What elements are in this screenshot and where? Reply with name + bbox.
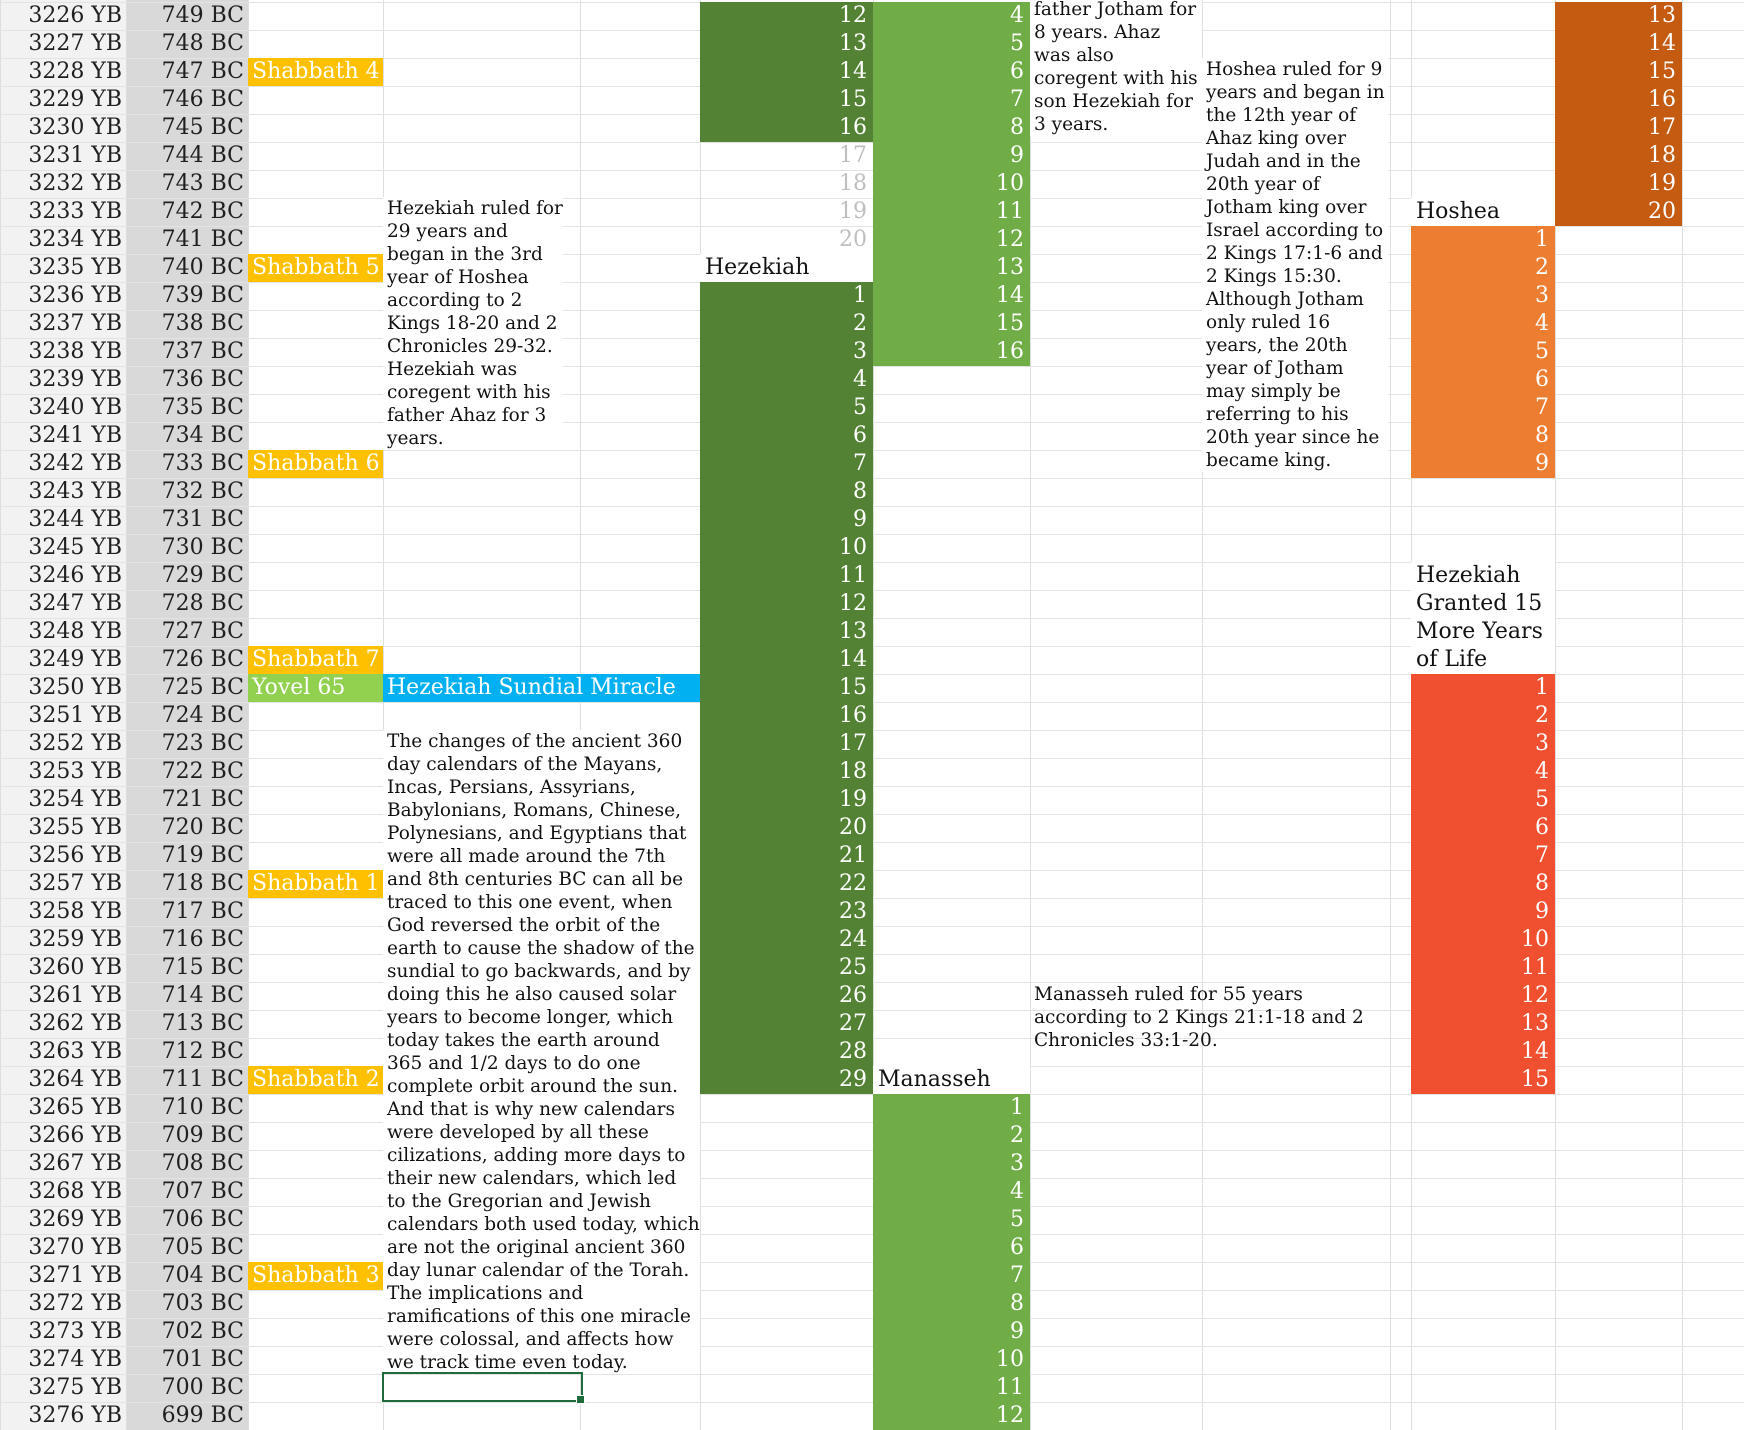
reign-year-count-hezekiah[interactable]: 13	[700, 618, 873, 646]
row-gridline	[0, 1122, 1744, 1123]
reign-year-count-hoshea[interactable]: 2	[1411, 254, 1555, 282]
year-yb-cell[interactable]: 3258 YB	[28, 899, 122, 924]
reign-year-count-ahaz_faded[interactable]: 18	[839, 171, 867, 196]
year-yb-cell[interactable]: 3261 YB	[28, 983, 122, 1008]
granted-heading: Hezekiah Granted 15 More Years of Life	[1411, 562, 1555, 674]
row-gridline	[0, 1290, 1744, 1291]
year-yb-cell[interactable]: 3257 YB	[28, 871, 122, 896]
reign-year-count-hezekiah[interactable]: 22	[700, 870, 873, 898]
row-gridline	[0, 1318, 1744, 1319]
year-bc-cell[interactable]: 749 BC	[161, 3, 244, 28]
year-bc-cell[interactable]: 701 BC	[161, 1347, 244, 1372]
year-bc-cell[interactable]: 719 BC	[161, 843, 244, 868]
year-bc-cell[interactable]: 745 BC	[161, 115, 244, 140]
year-yb-cell[interactable]: 3226 YB	[28, 3, 122, 28]
reign-year-count-ahaz_top[interactable]: 15	[700, 86, 873, 114]
col-gridline	[1682, 0, 1683, 1430]
reign-year-count-hezekiah[interactable]: 3	[700, 338, 873, 366]
cycle-marker-cell[interactable]: Yovel 65	[248, 674, 383, 702]
ahaz-note: father Jotham for 8 years. Ahaz was also coregent with his son Hezekiah for 3 years.	[1030, 0, 1202, 136]
year-yb-cell[interactable]: 3245 YB	[28, 535, 122, 560]
year-yb-cell[interactable]: 3268 YB	[28, 1179, 122, 1204]
reign-year-count-hezekiah[interactable]: 7	[700, 450, 873, 478]
reign-year-count-manasseh[interactable]: 9	[873, 1318, 1030, 1346]
year-bc-cell[interactable]: 746 BC	[161, 87, 244, 112]
year-yb-cell[interactable]: 3266 YB	[28, 1123, 122, 1148]
row-gridline	[0, 1206, 1744, 1207]
col-gridline	[1030, 0, 1031, 1430]
reign-year-count-manasseh[interactable]: 11	[873, 1374, 1030, 1402]
cycle-marker-cell[interactable]: Shabbath 1	[248, 870, 383, 898]
reign-year-count-hezekiah[interactable]: 1	[700, 282, 873, 310]
reign-year-count-hezekiah[interactable]: 24	[700, 926, 873, 954]
reign-year-count-hezekiah[interactable]: 28	[700, 1038, 873, 1066]
reign-year-count-manasseh[interactable]: 8	[873, 1290, 1030, 1318]
year-bc-cell[interactable]: 739 BC	[161, 283, 244, 308]
year-bc-cell[interactable]: 747 BC	[161, 59, 244, 84]
year-bc-cell[interactable]: 714 BC	[161, 983, 244, 1008]
year-bc-cell[interactable]: 738 BC	[161, 311, 244, 336]
year-yb-cell[interactable]: 3262 YB	[28, 1011, 122, 1036]
year-yb-cell[interactable]: 3249 YB	[28, 647, 122, 672]
year-bc-cell[interactable]: 705 BC	[161, 1235, 244, 1260]
reign-year-count-hezekiah[interactable]: 17	[700, 730, 873, 758]
reign-year-count-israel_top[interactable]: 16	[1555, 86, 1682, 114]
year-yb-cell[interactable]: 3238 YB	[28, 339, 122, 364]
row-gridline	[0, 1402, 1744, 1403]
reign-year-count-israel_top[interactable]: 18	[1555, 142, 1682, 170]
year-yb-cell[interactable]: 3243 YB	[28, 479, 122, 504]
reign-year-count-hezekiah[interactable]: 6	[700, 422, 873, 450]
year-yb-cell[interactable]: 3256 YB	[28, 843, 122, 868]
year-yb-cell[interactable]: 3244 YB	[28, 507, 122, 532]
reign-year-count-granted[interactable]: 12	[1411, 982, 1555, 1010]
row-gridline	[0, 1094, 1744, 1095]
reign-year-count-ahaz_top[interactable]: 13	[700, 30, 873, 58]
year-bc-cell[interactable]: 727 BC	[161, 619, 244, 644]
year-yb-cell[interactable]: 3251 YB	[28, 703, 122, 728]
year-yb-cell[interactable]: 3232 YB	[28, 171, 122, 196]
year-yb-cell[interactable]: 3272 YB	[28, 1291, 122, 1316]
reign-year-count-ahaz_faded[interactable]: 20	[839, 227, 867, 252]
year-yb-cell[interactable]: 3230 YB	[28, 115, 122, 140]
year-yb-cell[interactable]: 3271 YB	[28, 1263, 122, 1288]
reign-year-count-jotham[interactable]: 15	[873, 310, 1030, 338]
reign-year-count-hezekiah[interactable]: 16	[700, 702, 873, 730]
hoshea-note: Hoshea ruled for 9 years and began in the 12th year of Ahaz king over Judah and in the 20th year of Jotham king over Israel according to 2 Kings 17:1-6 and 2 Kings 15:30. Although Jotham only ruled 16 years, the 20th year of Jotham may simply be referring to his 20th year since he became king.	[1202, 58, 1388, 472]
row-gridline	[0, 1178, 1744, 1179]
year-yb-cell[interactable]: 3255 YB	[28, 815, 122, 840]
cycle-marker-cell[interactable]: Shabbath 3	[248, 1262, 383, 1290]
reign-year-count-jotham[interactable]: 9	[873, 142, 1030, 170]
year-yb-cell[interactable]: 3241 YB	[28, 423, 122, 448]
hezekiah-note: Hezekiah ruled for 29 years and began in the 3rd year of Hoshea according to 2 Kings 18-20 and 2 Chronicles 29-32. Hezekiah was coregent with his father Ahaz for 3 years.	[383, 197, 563, 450]
year-yb-cell[interactable]: 3227 YB	[28, 31, 122, 56]
year-bc-cell[interactable]: 704 BC	[161, 1263, 244, 1288]
reign-year-count-hoshea[interactable]: 5	[1411, 338, 1555, 366]
year-bc-cell[interactable]: 710 BC	[161, 1095, 244, 1120]
year-bc-cell[interactable]: 740 BC	[161, 255, 244, 280]
reign-year-count-manasseh[interactable]: 7	[873, 1262, 1030, 1290]
reign-year-count-ahaz_faded[interactable]: 19	[839, 199, 867, 224]
year-yb-cell[interactable]: 3259 YB	[28, 927, 122, 952]
reign-year-count-israel_top[interactable]: 20	[1555, 198, 1682, 226]
reign-year-count-granted[interactable]: 1	[1411, 674, 1555, 702]
reign-year-count-israel_top[interactable]: 15	[1555, 58, 1682, 86]
year-bc-cell[interactable]: 725 BC	[161, 675, 244, 700]
reign-year-count-hoshea[interactable]: 3	[1411, 282, 1555, 310]
year-bc-cell[interactable]: 700 BC	[161, 1375, 244, 1400]
year-yb-cell[interactable]: 3233 YB	[28, 199, 122, 224]
year-bc-cell[interactable]: 741 BC	[161, 227, 244, 252]
year-yb-cell[interactable]: 3240 YB	[28, 395, 122, 420]
year-bc-cell[interactable]: 716 BC	[161, 927, 244, 952]
reign-year-count-manasseh[interactable]: 3	[873, 1150, 1030, 1178]
year-yb-cell[interactable]: 3234 YB	[28, 227, 122, 252]
cycle-marker-cell[interactable]: Shabbath 7	[248, 646, 383, 674]
year-bc-cell[interactable]: 709 BC	[161, 1123, 244, 1148]
year-bc-cell[interactable]: 736 BC	[161, 367, 244, 392]
selected-cell[interactable]	[382, 1372, 583, 1402]
row-gridline	[0, 1234, 1744, 1235]
reign-year-count-hoshea[interactable]: 1	[1411, 226, 1555, 254]
reign-year-count-granted[interactable]: 10	[1411, 926, 1555, 954]
reign-year-count-hezekiah[interactable]: 10	[700, 534, 873, 562]
reign-year-count-israel_top[interactable]: 19	[1555, 170, 1682, 198]
reign-year-count-jotham[interactable]: 14	[873, 282, 1030, 310]
year-bc-cell[interactable]: 737 BC	[161, 339, 244, 364]
reign-year-count-hezekiah[interactable]: 27	[700, 1010, 873, 1038]
reign-year-count-jotham[interactable]: 6	[873, 58, 1030, 86]
year-yb-cell[interactable]: 3263 YB	[28, 1039, 122, 1064]
hoshea-heading: Hoshea	[1411, 198, 1555, 226]
calendar-note: The changes of the ancient 360 day calendars of the Mayans, Incas, Persians, Assyrians, Babylonians, Romans, Chinese, Polynesians, and Egyptians that were all made around the 7th and 8th centuries BC can all be traced to this one event, when God reversed the orbit of the earth to cause the shadow of the sundial to go backwards, and by doing this he also caused solar years to become longer, which today takes the earth around 365 and 1/2 days to do one complete orbit around the sun. And that is why new calendars were developed by all these cilizations, adding more days to their new calendars, which led to the Gregorian and Jewish calendars both used today, which are not the original ancient 360 day lunar calendar of the Torah. The implications and ramifications of this one miracle were colossal, and affects how we track time even today.	[383, 730, 700, 1374]
reign-year-count-ahaz_top[interactable]: 16	[700, 114, 873, 142]
reign-year-count-granted[interactable]: 3	[1411, 730, 1555, 758]
reign-year-count-manasseh[interactable]: 10	[873, 1346, 1030, 1374]
reign-year-count-ahaz_faded[interactable]: 17	[839, 143, 867, 168]
row-gridline	[0, 1374, 1744, 1375]
reign-year-count-jotham[interactable]: 11	[873, 198, 1030, 226]
year-yb-cell[interactable]: 3231 YB	[28, 143, 122, 168]
year-yb-cell[interactable]: 3248 YB	[28, 619, 122, 644]
reign-year-count-granted[interactable]: 8	[1411, 870, 1555, 898]
fill-handle[interactable]	[576, 1395, 585, 1404]
reign-year-count-granted[interactable]: 13	[1411, 1010, 1555, 1038]
reign-year-count-granted[interactable]: 4	[1411, 758, 1555, 786]
reign-year-count-hezekiah[interactable]: 14	[700, 646, 873, 674]
year-bc-cell[interactable]: 706 BC	[161, 1207, 244, 1232]
reign-year-count-hezekiah[interactable]: 20	[700, 814, 873, 842]
year-bc-cell[interactable]: 720 BC	[161, 815, 244, 840]
reign-year-count-manasseh[interactable]: 5	[873, 1206, 1030, 1234]
year-bc-cell[interactable]: 732 BC	[161, 479, 244, 504]
reign-year-count-jotham[interactable]: 12	[873, 226, 1030, 254]
reign-year-count-jotham[interactable]: 7	[873, 86, 1030, 114]
manasseh-heading: Manasseh	[873, 1066, 1030, 1094]
year-yb-cell[interactable]: 3229 YB	[28, 87, 122, 112]
reign-year-count-ahaz_top[interactable]: 12	[700, 2, 873, 30]
year-yb-cell[interactable]: 3246 YB	[28, 563, 122, 588]
reign-year-count-jotham[interactable]: 16	[873, 338, 1030, 366]
reign-year-count-granted[interactable]: 11	[1411, 954, 1555, 982]
year-bc-cell[interactable]: 708 BC	[161, 1151, 244, 1176]
year-yb-cell[interactable]: 3252 YB	[28, 731, 122, 756]
reign-year-count-manasseh[interactable]: 2	[873, 1122, 1030, 1150]
year-bc-cell[interactable]: 723 BC	[161, 731, 244, 756]
row-gridline	[0, 1346, 1744, 1347]
hezekiah-heading: Hezekiah	[700, 254, 873, 282]
year-yb-cell[interactable]: 3250 YB	[28, 675, 122, 700]
year-bc-cell[interactable]: 724 BC	[161, 703, 244, 728]
year-yb-cell[interactable]: 3269 YB	[28, 1207, 122, 1232]
year-bc-cell[interactable]: 730 BC	[161, 535, 244, 560]
year-yb-cell[interactable]: 3260 YB	[28, 955, 122, 980]
year-bc-cell[interactable]: 699 BC	[161, 1403, 244, 1428]
year-bc-cell[interactable]: 702 BC	[161, 1319, 244, 1344]
year-bc-cell[interactable]: 735 BC	[161, 395, 244, 420]
reign-year-count-granted[interactable]: 6	[1411, 814, 1555, 842]
reign-year-count-israel_top[interactable]: 13	[1555, 2, 1682, 30]
year-yb-cell[interactable]: 3264 YB	[28, 1067, 122, 1092]
year-yb-cell[interactable]: 3270 YB	[28, 1235, 122, 1260]
year-yb-cell[interactable]: 3242 YB	[28, 451, 122, 476]
reign-year-count-hezekiah[interactable]: 8	[700, 478, 873, 506]
reign-year-count-israel_top[interactable]: 14	[1555, 30, 1682, 58]
year-yb-cell[interactable]: 3265 YB	[28, 1095, 122, 1120]
reign-year-count-manasseh[interactable]: 12	[873, 1402, 1030, 1430]
reign-year-count-jotham[interactable]: 4	[873, 2, 1030, 30]
year-yb-cell[interactable]: 3237 YB	[28, 311, 122, 336]
reign-year-count-hoshea[interactable]: 4	[1411, 310, 1555, 338]
reign-year-count-hezekiah[interactable]: 26	[700, 982, 873, 1010]
reign-year-count-hezekiah[interactable]: 5	[700, 394, 873, 422]
reign-year-count-hezekiah[interactable]: 9	[700, 506, 873, 534]
reign-year-count-granted[interactable]: 5	[1411, 786, 1555, 814]
year-yb-cell[interactable]: 3239 YB	[28, 367, 122, 392]
year-bc-cell[interactable]: 743 BC	[161, 171, 244, 196]
year-bc-cell[interactable]: 712 BC	[161, 1039, 244, 1064]
year-bc-cell[interactable]: 748 BC	[161, 31, 244, 56]
reign-year-count-hezekiah[interactable]: 25	[700, 954, 873, 982]
year-bc-cell[interactable]: 734 BC	[161, 423, 244, 448]
year-yb-cell[interactable]: 3273 YB	[28, 1319, 122, 1344]
reign-year-count-hezekiah[interactable]: 19	[700, 786, 873, 814]
reign-year-count-hezekiah[interactable]: 21	[700, 842, 873, 870]
year-yb-cell[interactable]: 3275 YB	[28, 1375, 122, 1400]
year-yb-cell[interactable]: 3247 YB	[28, 591, 122, 616]
row-gridline	[0, 1150, 1744, 1151]
reign-year-count-hezekiah[interactable]: 11	[700, 562, 873, 590]
reign-year-count-granted[interactable]: 7	[1411, 842, 1555, 870]
reign-year-count-hezekiah[interactable]: 29	[700, 1066, 873, 1094]
reign-year-count-granted[interactable]: 15	[1411, 1066, 1555, 1094]
year-bc-cell[interactable]: 726 BC	[161, 647, 244, 672]
year-yb-cell[interactable]: 3254 YB	[28, 787, 122, 812]
cycle-marker-cell[interactable]: Shabbath 4	[248, 58, 383, 86]
reign-year-count-jotham[interactable]: 5	[873, 30, 1030, 58]
sundial-miracle-cell[interactable]: Hezekiah Sundial Miracle	[383, 674, 700, 702]
year-bc-cell[interactable]: 715 BC	[161, 955, 244, 980]
year-bc-cell[interactable]: 707 BC	[161, 1179, 244, 1204]
year-bc-cell[interactable]: 733 BC	[161, 451, 244, 476]
reign-year-count-hezekiah[interactable]: 4	[700, 366, 873, 394]
reign-year-count-hezekiah[interactable]: 18	[700, 758, 873, 786]
year-bc-cell[interactable]: 744 BC	[161, 143, 244, 168]
reign-year-count-jotham[interactable]: 10	[873, 170, 1030, 198]
reign-year-count-hezekiah[interactable]: 15	[700, 674, 873, 702]
reign-year-count-hoshea[interactable]: 8	[1411, 422, 1555, 450]
year-yb-cell[interactable]: 3236 YB	[28, 283, 122, 308]
reign-year-count-manasseh[interactable]: 1	[873, 1094, 1030, 1122]
reign-year-count-hezekiah[interactable]: 2	[700, 310, 873, 338]
col-gridline	[248, 0, 249, 1430]
year-bc-cell[interactable]: 713 BC	[161, 1011, 244, 1036]
year-bc-cell[interactable]: 742 BC	[161, 199, 244, 224]
reign-year-count-granted[interactable]: 9	[1411, 898, 1555, 926]
year-bc-cell[interactable]: 711 BC	[161, 1067, 244, 1092]
reign-year-count-hoshea[interactable]: 7	[1411, 394, 1555, 422]
reign-year-count-manasseh[interactable]: 4	[873, 1178, 1030, 1206]
year-bc-cell[interactable]: 731 BC	[161, 507, 244, 532]
reign-year-count-israel_top[interactable]: 17	[1555, 114, 1682, 142]
year-bc-cell[interactable]: 703 BC	[161, 1291, 244, 1316]
col-gridline	[1390, 0, 1391, 1430]
reign-year-count-hezekiah[interactable]: 23	[700, 898, 873, 926]
cycle-marker-cell[interactable]: Shabbath 5	[248, 254, 383, 282]
year-bc-cell[interactable]: 729 BC	[161, 563, 244, 588]
reign-year-count-ahaz_top[interactable]: 14	[700, 58, 873, 86]
year-yb-cell[interactable]: 3253 YB	[28, 759, 122, 784]
reign-year-count-jotham[interactable]: 13	[873, 254, 1030, 282]
year-yb-cell[interactable]: 3276 YB	[28, 1403, 122, 1428]
year-yb-cell[interactable]: 3267 YB	[28, 1151, 122, 1176]
reign-year-count-granted[interactable]: 2	[1411, 702, 1555, 730]
reign-year-count-hezekiah[interactable]: 12	[700, 590, 873, 618]
reign-year-count-hoshea[interactable]: 6	[1411, 366, 1555, 394]
reign-year-count-manasseh[interactable]: 6	[873, 1234, 1030, 1262]
year-bc-cell[interactable]: 721 BC	[161, 787, 244, 812]
cycle-marker-cell[interactable]: Shabbath 2	[248, 1066, 383, 1094]
year-bc-cell[interactable]: 717 BC	[161, 899, 244, 924]
year-bc-cell[interactable]: 728 BC	[161, 591, 244, 616]
year-yb-cell[interactable]: 3274 YB	[28, 1347, 122, 1372]
year-yb-cell[interactable]: 3228 YB	[28, 59, 122, 84]
cycle-marker-cell[interactable]: Shabbath 6	[248, 450, 383, 478]
year-bc-cell[interactable]: 722 BC	[161, 759, 244, 784]
reign-year-count-granted[interactable]: 14	[1411, 1038, 1555, 1066]
manasseh-note: Manasseh ruled for 55 years according to 2 Kings 21:1-18 and 2 Chronicles 33:1-20.	[1034, 984, 1364, 1051]
year-bc-cell[interactable]: 718 BC	[161, 871, 244, 896]
reign-year-count-hoshea[interactable]: 9	[1411, 450, 1555, 478]
year-yb-cell[interactable]: 3235 YB	[28, 255, 122, 280]
reign-year-count-jotham[interactable]: 8	[873, 114, 1030, 142]
